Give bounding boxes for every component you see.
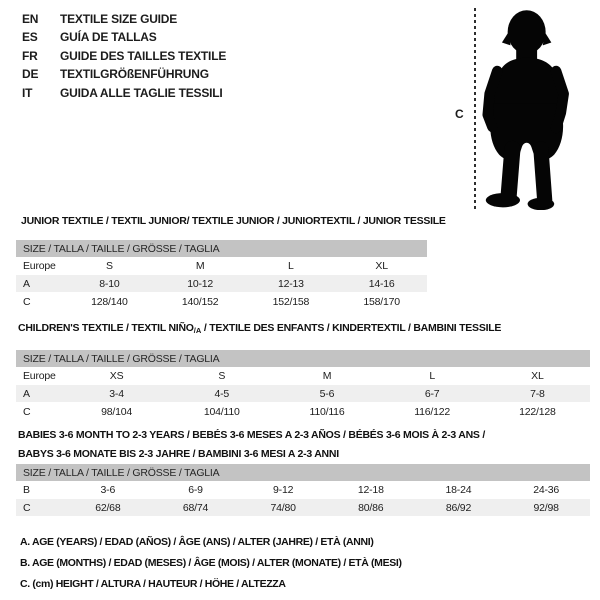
table-cell: 14-16 <box>368 277 395 290</box>
table-cell: 7-8 <box>530 387 545 400</box>
language-label: GUIDE DES TAILLES TEXTILE <box>60 48 227 63</box>
table-header-row <box>16 240 427 257</box>
children-title-subscript: /A <box>193 326 202 335</box>
language-item <box>22 84 226 102</box>
language-code: IT <box>22 85 33 100</box>
height-measure-label: C <box>455 107 464 121</box>
table-cell: 4-5 <box>214 387 230 400</box>
table-cell: 8-10 <box>99 277 120 290</box>
height-measure-line <box>474 8 476 210</box>
table-cell: 5-6 <box>319 387 335 400</box>
table-cell: 24-36 <box>533 483 560 496</box>
table-cell: 140/152 <box>181 295 219 308</box>
table-row <box>16 499 590 517</box>
size-header: SIZE / TALLA / TAILLE / GRÖSSE / TAGLIA <box>16 464 590 481</box>
table-cell: 3-4 <box>109 387 124 400</box>
junior-size-table <box>16 240 427 311</box>
table-header-row <box>16 464 590 481</box>
babies-size-table <box>16 464 590 517</box>
table-row <box>16 275 427 293</box>
table-cell: 68/74 <box>182 501 209 514</box>
table-cell: L <box>429 369 435 382</box>
table-cell: XL <box>375 259 388 272</box>
size-header: SIZE / TALLA / TAILLE / GRÖSSE / TAGLIA <box>16 350 590 367</box>
children-size-table <box>16 350 590 421</box>
table-cell: M <box>195 259 205 272</box>
table-cell: XL <box>531 369 544 382</box>
table-cell: 6-9 <box>188 483 203 496</box>
footnote-age-months: B. AGE (MONTHS) / EDAD (MESES) / ÂGE (MOIS) / ALTER (MONATE) / ETÀ (MESI) <box>20 557 402 569</box>
table-cell: 116/122 <box>414 405 451 418</box>
junior-table-title: JUNIOR TEXTILE / TEXTIL JUNIOR/ TEXTILE JUNIOR / JUNIORTEXTIL / JUNIOR TESSILE <box>21 215 446 227</box>
language-list <box>22 10 226 102</box>
table-row <box>16 257 427 275</box>
language-label: GUIDA ALLE TAGLIE TESSILI <box>60 85 223 100</box>
table-cell: 110/116 <box>309 405 345 418</box>
children-title-rest: / TEXTILE DES ENFANTS / KINDERTEXTIL / BAMBINI TESSILE <box>201 322 502 334</box>
table-row <box>16 385 590 403</box>
footnote-age-years: A. AGE (YEARS) / EDAD (AÑOS) / ÂGE (ANS) / ALTER (JAHRE) / ETÀ (ANNI) <box>20 536 374 548</box>
table-cell: 9-12 <box>273 483 294 496</box>
table-cell: 12-18 <box>357 483 384 496</box>
language-label: TEXTILGRÖßENFÜHRUNG <box>60 67 209 82</box>
table-cell: 12-13 <box>277 277 304 290</box>
footnote-height-cm: C. (cm) HEIGHT / ALTURA / HAUTEUR / HÖHE / ALTEZZA <box>20 578 286 590</box>
table-row <box>16 367 590 385</box>
children-table-title <box>18 322 501 335</box>
table-cell: 152/158 <box>272 295 310 308</box>
table-cell: 104/110 <box>203 405 240 418</box>
table-cell: 62/68 <box>95 501 121 514</box>
table-cell: 158/170 <box>363 295 400 308</box>
row-label-cell: Europe <box>23 259 56 272</box>
language-label: TEXTILE SIZE GUIDE <box>60 12 178 26</box>
babies-title-line1: BABIES 3-6 MONTH TO 2-3 YEARS / BEBÉS 3-6 MESES A 2-3 AÑOS / BÉBÉS 3-6 MOIS À 2-3 ANS / <box>18 429 486 441</box>
children-title-main: CHILDREN'S TEXTILE / TEXTIL NIÑO <box>18 322 194 334</box>
table-row <box>16 293 427 311</box>
table-cell: 98/104 <box>101 405 133 418</box>
language-item <box>22 47 226 65</box>
babies-table-title <box>18 426 485 463</box>
babies-title-line2: BABYS 3-6 MONATE BIS 2-3 JAHRE / BAMBINI 3-6 MESI A 2-3 ANNI <box>18 447 339 460</box>
table-cell: S <box>105 259 113 272</box>
table-cell: 18-24 <box>445 483 472 496</box>
language-item <box>22 10 226 28</box>
table-cell: M <box>322 369 332 382</box>
table-cell: 122/128 <box>519 405 556 418</box>
row-label-cell: C <box>23 295 31 308</box>
language-item <box>22 65 226 83</box>
row-label-cell: A <box>23 277 30 290</box>
baby-silhouette-icon <box>482 8 577 210</box>
language-code: ES <box>22 30 38 45</box>
language-code: EN <box>22 12 39 26</box>
table-cell: 10-12 <box>187 277 214 290</box>
table-cell: S <box>218 369 226 382</box>
table-cell: 92/98 <box>533 501 559 514</box>
table-cell: 128/140 <box>91 295 128 308</box>
row-label-cell: A <box>23 387 30 400</box>
row-label-cell: Europe <box>23 369 56 382</box>
table-cell: XS <box>109 369 124 382</box>
table-header-row <box>16 350 590 367</box>
language-item <box>22 28 226 46</box>
table-cell: 80/86 <box>358 501 384 514</box>
table-cell: 86/92 <box>445 501 472 514</box>
table-cell: L <box>288 259 294 272</box>
language-code: DE <box>22 67 39 82</box>
language-code: FR <box>22 48 38 63</box>
table-cell: 6-7 <box>424 387 440 400</box>
language-label: GUÍA DE TALLAS <box>60 30 157 45</box>
table-cell: 3-6 <box>100 483 116 496</box>
table-row <box>16 481 590 499</box>
row-label-cell: C <box>23 501 31 514</box>
table-row <box>16 403 590 421</box>
row-label-cell: B <box>23 483 30 496</box>
row-label-cell: C <box>23 405 31 418</box>
table-cell: 74/80 <box>270 501 296 514</box>
size-header: SIZE / TALLA / TAILLE / GRÖSSE / TAGLIA <box>16 240 427 257</box>
